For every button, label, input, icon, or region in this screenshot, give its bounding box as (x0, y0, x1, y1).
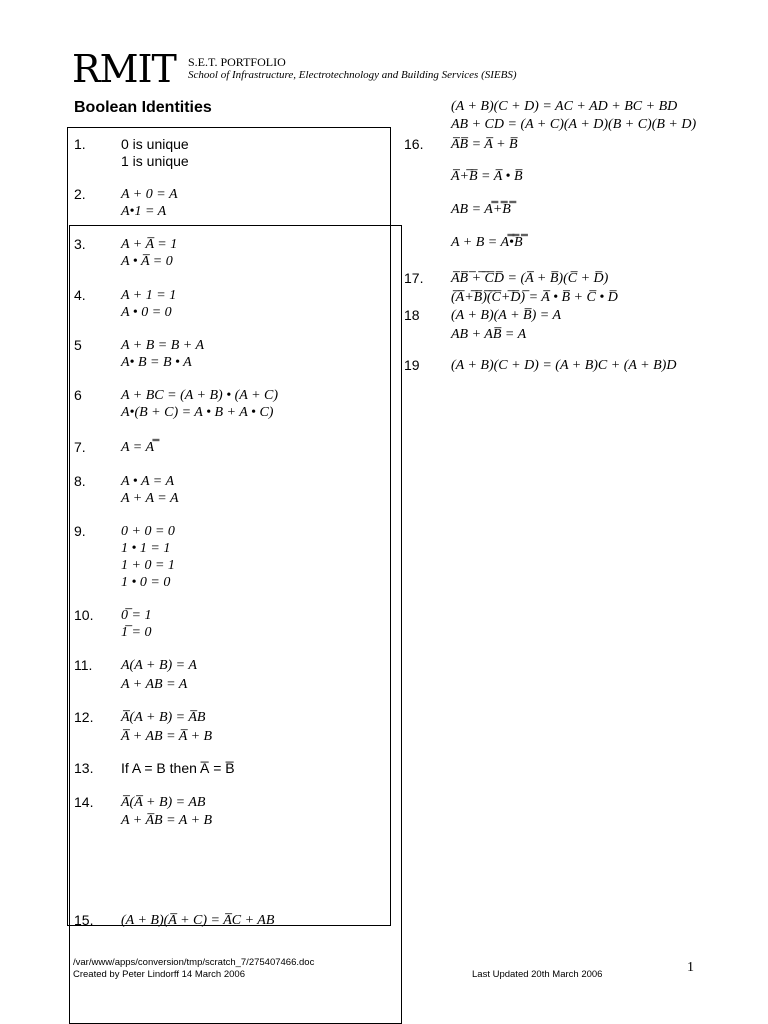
identity-number: 17. (404, 270, 424, 286)
identity-expression: A + BC = (A + B) • (A + C) (121, 388, 279, 403)
identity-expression: A̅ + AB = A̅ + B (121, 729, 213, 744)
page-number: 1 (687, 960, 694, 975)
identity-number: 4. (74, 287, 86, 303)
identity-expression: A + B = A̿•̿B̿ (451, 235, 523, 250)
identity-expression: (A + B)(A̅ + C) = A̅C + AB (121, 913, 275, 928)
identity-expression: A + 1 = 1 (121, 288, 177, 303)
identity-expression: (A + B)(A + B̅) = A (451, 308, 561, 323)
identity-expression: AB + AB̅ = A (451, 327, 527, 342)
identity-expression: If A = B then A̅ = B̅ (121, 760, 235, 776)
school-label: School of Infrastructure, Electrotechnology and Building Services (SIEBS) (188, 69, 517, 81)
identity-number: 1. (74, 136, 86, 152)
identity-expression: A•1 = A (121, 204, 167, 219)
identity-expression: 1 • 1 = 1 (121, 541, 171, 556)
identity-number: 6 (74, 387, 82, 403)
identity-expression: 0 is unique (121, 136, 189, 152)
identity-expression: 1 • 0 = 0 (121, 575, 171, 590)
identity-expression: A • A = A (121, 474, 174, 489)
identity-number: 14. (74, 794, 94, 810)
content-frame-lower (69, 225, 402, 1024)
identity-expression: 0 + 0 = 0 (121, 524, 175, 539)
identity-expression: (A + B)(C + D) = (A + B)C + (A + B)D (451, 358, 677, 373)
page-title: Boolean Identities (74, 99, 212, 116)
identity-expression: A̅+̅B̅ = A̅ • B̅ (451, 169, 523, 184)
identity-number: 3. (74, 236, 86, 252)
identity-expression: A̅B̅ ̅+̅ ̅C̅D̅ = (A̅ + B̅)(C̅ + D̅) (451, 271, 609, 286)
identity-expression: A• B = B • A (121, 355, 192, 370)
identity-number: 2. (74, 186, 86, 202)
identity-expression: A + B = B + A (121, 338, 205, 353)
identity-number: 5 (74, 337, 82, 353)
identity-number: 15. (74, 912, 94, 928)
rmit-logo: RMIT (72, 47, 176, 91)
identity-expression: 0̅ = 1 (121, 608, 152, 623)
identity-expression: 1̅ = 0 (121, 625, 152, 640)
right-top-line: (A + B)(C + D) = AC + AD + BC + BD (451, 99, 678, 114)
identity-number: 8. (74, 473, 86, 489)
identity-expression: A(A + B) = A (121, 658, 197, 673)
identity-number: 7. (74, 439, 86, 455)
identity-number: 12. (74, 709, 94, 725)
identity-expression: 1 is unique (121, 153, 189, 169)
identity-expression: A̅(A̅ + B) = AB (121, 795, 206, 810)
identity-number: 19 (404, 357, 420, 373)
identity-expression: AB = A̿+̿B̿ (451, 202, 511, 217)
footer-created: Created by Peter Lindorff 14 March 2006 (73, 969, 245, 980)
identity-expression: A + A̅ = 1 (121, 237, 178, 252)
identity-expression: A̅(A + B) = A̅B (121, 710, 206, 725)
identity-number: 16. (404, 136, 424, 152)
identity-expression: A + A = A (121, 491, 179, 506)
footer-updated: Last Updated 20th March 2006 (472, 969, 603, 980)
right-top-line: AB + CD = (A + C)(A + D)(B + C)(B + D) (451, 117, 697, 132)
identity-expression: A • 0 = 0 (121, 305, 172, 320)
identity-expression: A = A̿ (121, 440, 155, 455)
identity-expression: A + 0 = A (121, 187, 178, 202)
identity-expression: A•(B + C) = A • B + A • C) (121, 405, 274, 420)
identity-expression: A • A̅ = 0 (121, 254, 173, 269)
identity-number: 11. (74, 657, 93, 673)
identity-number: 10. (74, 607, 94, 623)
footer-path: /var/www/apps/conversion/tmp/scratch_7/275407466.doc (73, 957, 315, 968)
portfolio-label: S.E.T. PORTFOLIO (188, 55, 286, 69)
identity-number: 9. (74, 523, 86, 539)
identity-expression: 1 + 0 = 1 (121, 558, 175, 573)
identity-number: 13. (74, 760, 94, 776)
identity-number: 18 (404, 307, 420, 323)
identity-expression: A + A̅B = A + B (121, 813, 213, 828)
identity-expression: A + AB = A (121, 677, 188, 692)
identity-expression: A̅B̅ = A̅ + B̅ (451, 137, 518, 152)
identity-expression: (̅A̅+̅B̅)̅(̅C̅+̅D̅)̅ = A̅ • B̅ + C̅ • D̅ (451, 290, 618, 305)
